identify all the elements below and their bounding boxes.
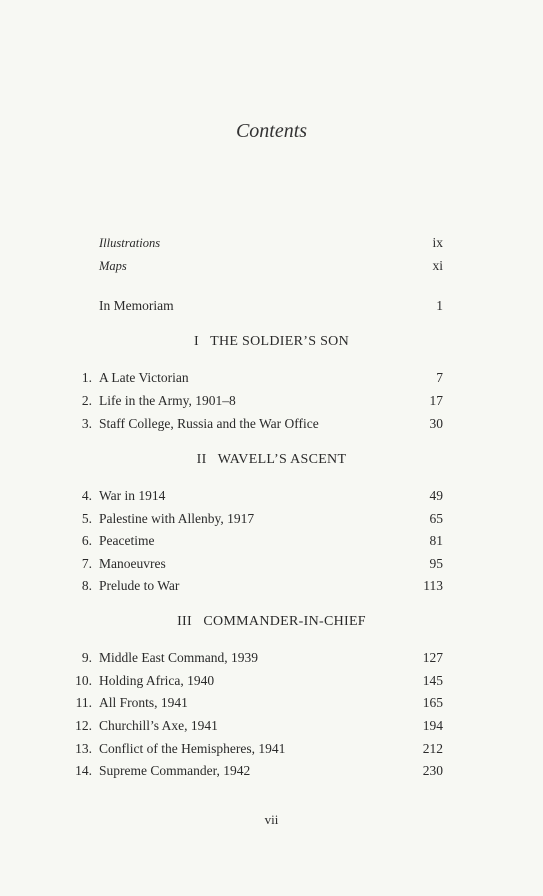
toc-entry [0, 761, 543, 781]
chapter-page: 127 [422, 650, 443, 665]
chapter-title: War in 1914 [99, 488, 166, 503]
chapter-title: Supreme Commander, 1942 [99, 763, 251, 778]
toc-entry [0, 256, 543, 276]
chapter-number: 1. [81, 370, 92, 385]
chapter-page: 65 [429, 511, 443, 526]
chapter-title: A Late Victorian [99, 370, 189, 385]
chapter-number: 9. [81, 650, 92, 665]
chapter-number: 8. [81, 578, 92, 593]
chapter-page: 113 [423, 578, 443, 593]
toc-entry [0, 296, 543, 316]
chapter-page: 165 [422, 695, 443, 710]
chapter-page: 17 [429, 393, 443, 408]
toc-entry [0, 739, 543, 759]
chapter-title: All Fronts, 1941 [99, 695, 188, 710]
chapter-number: 4. [81, 488, 92, 503]
toc-entry [0, 671, 543, 691]
chapter-title: Prelude to War [99, 578, 180, 593]
chapter-page: 49 [429, 488, 443, 503]
chapter-title: Conflict of the Hemispheres, 1941 [99, 741, 286, 756]
toc-entry-page: 1 [436, 298, 443, 313]
toc-entry-page: xi [432, 258, 443, 273]
chapter-page: 212 [422, 741, 443, 756]
part-heading: II WAVELL’S ASCENT [196, 452, 347, 467]
chapter-page: 7 [436, 370, 443, 385]
toc-entry [0, 233, 543, 253]
chapter-number: 13. [75, 741, 92, 756]
chapter-number: 2. [81, 393, 92, 408]
page-title: Contents [235, 120, 308, 142]
chapter-number: 3. [81, 416, 92, 431]
chapter-page: 81 [429, 533, 443, 548]
toc-entry [0, 414, 543, 434]
chapter-number: 10. [75, 673, 92, 688]
chapter-number: 5. [81, 511, 92, 526]
toc-entry-label: Illustrations [99, 236, 161, 250]
toc-entry [0, 531, 543, 551]
toc-entry [0, 693, 543, 713]
chapter-page: 194 [422, 718, 443, 733]
chapter-number: 6. [81, 533, 92, 548]
toc-entry-label: In Memoriam [99, 298, 174, 313]
toc-entry [0, 648, 543, 668]
chapter-title: Holding Africa, 1940 [99, 673, 215, 688]
toc-entry [0, 554, 543, 574]
chapter-page: 30 [429, 416, 443, 431]
toc-entry-page: ix [432, 235, 443, 250]
chapter-title: Life in the Army, 1901–8 [99, 393, 236, 408]
chapter-title: Churchill’s Axe, 1941 [99, 718, 218, 733]
chapter-number: 7. [81, 556, 92, 571]
toc-entry-label: Maps [99, 259, 127, 273]
page-number: vii [264, 812, 279, 827]
toc-entry [0, 486, 543, 506]
chapter-title: Palestine with Allenby, 1917 [99, 511, 255, 526]
toc-entry [0, 716, 543, 736]
chapter-title: Staff College, Russia and the War Office [99, 416, 319, 431]
toc-entry [0, 368, 543, 388]
chapter-page: 230 [422, 763, 443, 778]
chapter-page: 95 [429, 556, 443, 571]
chapter-title: Manoeuvres [99, 556, 166, 571]
part-heading: III COMMANDER-IN-CHIEF [177, 614, 366, 629]
chapter-title: Middle East Command, 1939 [99, 650, 258, 665]
chapter-number: 12. [75, 718, 92, 733]
toc-entry [0, 391, 543, 411]
chapter-number: 14. [75, 763, 92, 778]
part-heading: I THE SOLDIER’S SON [194, 334, 349, 349]
chapter-title: Peacetime [99, 533, 155, 548]
toc-entry [0, 509, 543, 529]
chapter-page: 145 [422, 673, 443, 688]
toc-entry [0, 576, 543, 596]
chapter-number: 11. [75, 695, 92, 710]
